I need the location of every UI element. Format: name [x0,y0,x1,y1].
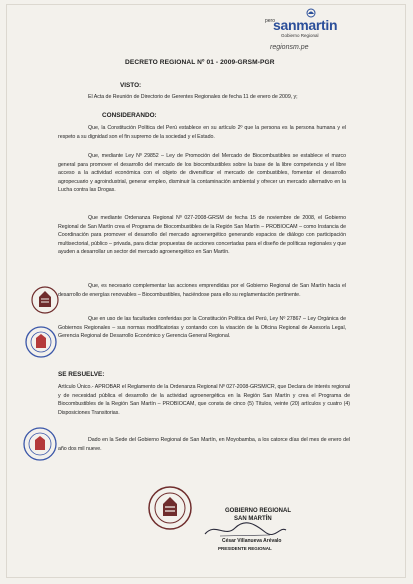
closing-paragraph: Dado en la Sede del Gobierno Regional de San Martín, en Moyobamba, a los catorce días del mes de enero del año dos mil nueve. [58,437,350,452]
resuelve-heading: SE RESUELVE: [58,371,105,378]
considerando-paragraph-1: Que, la Constitución Política del Perú establece en su artículo 2º que la persona es la persona humana y el respeto a su dignidad son el fin supremo de la sociedad y el Estado. [58,125,346,140]
logo-tagline: Gobierno Regional [281,33,319,38]
official-seal-icon [146,484,194,532]
margin-seal-icon [30,283,60,317]
logo-brand-text: sanmartin [273,17,338,33]
resuelve-article: Artículo Único.- APROBAR el Reglamento de la Ordenanza Regional Nº 027-2008-GRSM/CR, que Declara de interés regional y de necesidad pública el desarrollo de la actividad agroenergética en la Región San Martín y crea el Programa de Biocombustibles de la Región San Martín – PROBIOCAM, que consta de cinco (5) Títulos, veinte (20) artículos y cuatro (4) Disposiciones Transitorias. [58,384,350,416]
handwritten-signature-icon [200,520,290,540]
considerando-paragraph-5: Que en uso de las facultades conferidas por la Constitución Política del Perú, Ley Nº 27867 – Ley Orgánica de Gobiernos Regionales – sus normas modificatorias y contando con la visación de la Oficina Regional de Asesoría Legal, Gerencia Regional de Desarrollo Económico y Gerencia General Regional. [58,316,346,340]
region-website: regionsm.pe [270,44,309,51]
signature-org-line-1: GOBIERNO REGIONAL [225,508,292,514]
visto-paragraph: El Acta de Reunión de Directorio de Gerentes Regionales de fecha 11 de enero de 2009, y; [88,94,298,100]
decree-title: DECRETO REGIONAL Nº 01 - 2009-GRSM-PGR [125,59,275,66]
signer-name: César Villanueva Arévalo [222,538,282,544]
signature-org-line-2: SAN MARTÍN [234,516,272,522]
considerando-paragraph-2: Que, mediante Ley Nº 29852 – Ley de Promoción del Mercado de Biocombustibles se establece el marco general para promover el desarrollo del mercado de los biocombustibles sobre la base de la libre competencia y el libre acceso a la actividad económica con el objeto de diversificar el mercado de combustibles, fomentar el desarrollo agropecuario y agroindustrial, generar empleo, disminuir la contaminación ambiental y ofrecer un mercado alternativo en la Lucha contra las Drogas. [58,153,346,194]
margin-seal-icon [24,325,58,359]
sanmartin-logo [265,6,345,42]
considerando-heading: CONSIDERANDO: [102,112,157,119]
considerando-paragraph-3: Que mediante Ordenanza Regional Nº 027-2008-GRSM de fecha 15 de noviembre de 2008, el Gobierno Regional de San Martín crea el Programa de Biocombustibles de la Región San Martín – PROBIOCAM – como Instancia de Coordinación para promover el desarrollo del mercado agroenergético generando espacios de diálogo con participación multisectorial, público – privada, para dictar propuestas de acciones concertadas para el diseño de políticas regionales y que ayuden a desarrollar un sector del mercado agroenergético en San Martín. [58,215,346,256]
visto-heading: VISTO: [120,82,142,89]
margin-seal-icon [22,426,58,462]
logo-small-text: pero [265,18,276,24]
considerando-paragraph-4: Que, es necesario complementar las acciones emprendidas por el Gobierno Regional de San Martín hacia el desarrollo de energías renovables – Biocombustibles, haciéndose para ello su reglamentación pertinente. [58,283,346,298]
signer-role: PRESIDENTE REGIONAL [218,546,272,551]
